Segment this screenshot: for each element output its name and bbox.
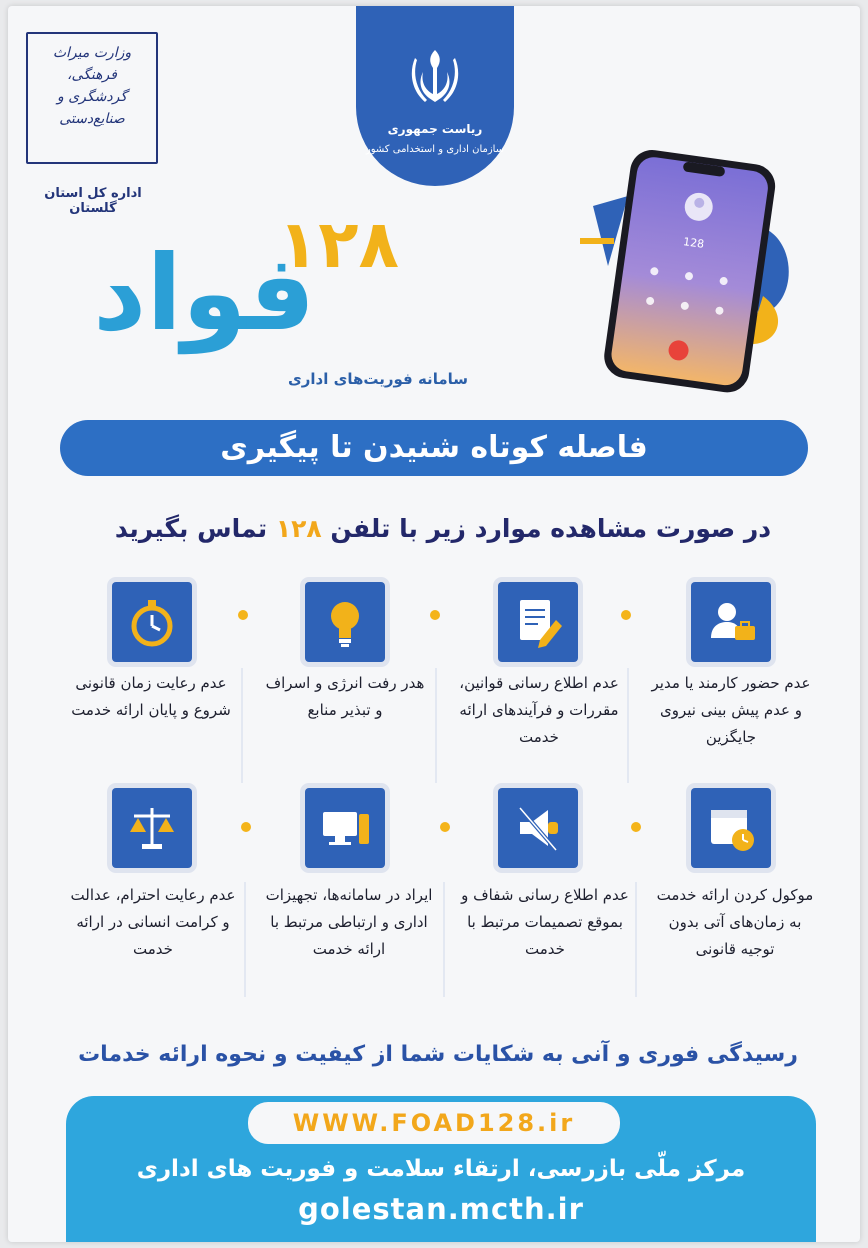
bottom-tagline: رسیدگی فوری و آنی به شکایات شما از کیفیت و نحوه ارائه خدمات: [78, 1042, 798, 1067]
separator-dot: [631, 822, 641, 832]
divider: [635, 882, 637, 997]
instruction-after: تماس بگیرید: [114, 514, 268, 543]
scales-icon: [112, 788, 192, 868]
website-link[interactable]: WWW.FOAD128.ir: [248, 1102, 620, 1144]
computer-icon: [305, 788, 385, 868]
lightbulb-icon: [305, 582, 385, 662]
person-briefcase-icon: [691, 582, 771, 662]
phone-graphic: [568, 146, 808, 406]
calendar-clock-icon: [691, 788, 771, 868]
divider: [627, 668, 629, 783]
slogan-banner: فاصله کوتاه شنیدن تا پیگیری: [60, 420, 808, 476]
item-text: عدم رعایت احترام، عدالت و کرامت انسانی در ارائه خدمت: [70, 886, 236, 958]
divider: [244, 882, 246, 997]
separator-dot: [621, 610, 631, 620]
office-name: اداره کل استان گلستان: [44, 186, 142, 216]
iran-emblem-icon: [411, 46, 459, 108]
phone-dial-number: 128: [682, 235, 705, 251]
separator-dot: [440, 822, 450, 832]
title-name: فواد: [93, 232, 316, 354]
item-text: عدم اطلاع رسانی قوانین، مقررات و فرآیندهای ارائه خدمت: [459, 674, 619, 746]
presidency-ribbon: [356, 6, 514, 186]
divider: [435, 668, 437, 783]
title-subtitle: سامانه فوریت‌های اداری: [288, 370, 468, 388]
footer-center-name: مرکز ملّی بازرسی، ارتقاء سلامت و فوریت های اداری: [136, 1156, 746, 1182]
ministry-logo: [26, 32, 158, 164]
muted-megaphone-icon: [498, 788, 578, 868]
stopwatch-icon: [112, 582, 192, 662]
presidency-line2: سازمان اداری و استخدامی کشور: [365, 144, 505, 155]
ministry-logo-text: وزارت میراث فرهنگی، گردشگری و صنایع‌دستی: [52, 45, 132, 127]
instruction-number: ۱۲۸: [275, 514, 322, 543]
document-pen-icon: [498, 582, 578, 662]
instruction-line: [78, 514, 808, 543]
item-text: عدم رعایت زمان قانونی شروع و پایان ارائه خدمت: [71, 674, 231, 719]
item-text: عدم حضور کارمند یا مدیر و عدم پیش بینی نیروی جایگزین: [651, 674, 811, 746]
phone-illustration: [568, 146, 808, 410]
item-text: موکول کردن ارائه خدمت به زمان‌های آتی بدون توجیه قانونی: [656, 886, 814, 958]
separator-dot: [430, 610, 440, 620]
separator-dot: [238, 610, 248, 620]
item-text: عدم اطلاع رسانی شفاف و بموقع تصمیمات مرتبط با خدمت: [461, 886, 629, 958]
footer-website-2[interactable]: golestan.mcth.ir: [298, 1192, 584, 1226]
item-text: ایراد در سامانه‌ها، تجهیزات اداری و ارتباطی مرتبط با ارائه خدمت: [265, 886, 433, 958]
divider: [241, 668, 243, 783]
instruction-before: در صورت مشاهده موارد زیر با تلفن: [330, 514, 772, 543]
poster: [8, 6, 860, 1242]
separator-dot: [241, 822, 251, 832]
presidency-line1: ریاست جمهوری: [387, 122, 483, 136]
divider: [443, 882, 445, 997]
item-text: هدر رفت انرژی و اسراف و تبذیر منابع: [265, 674, 425, 719]
title-number: ۱۲۸: [278, 206, 399, 283]
